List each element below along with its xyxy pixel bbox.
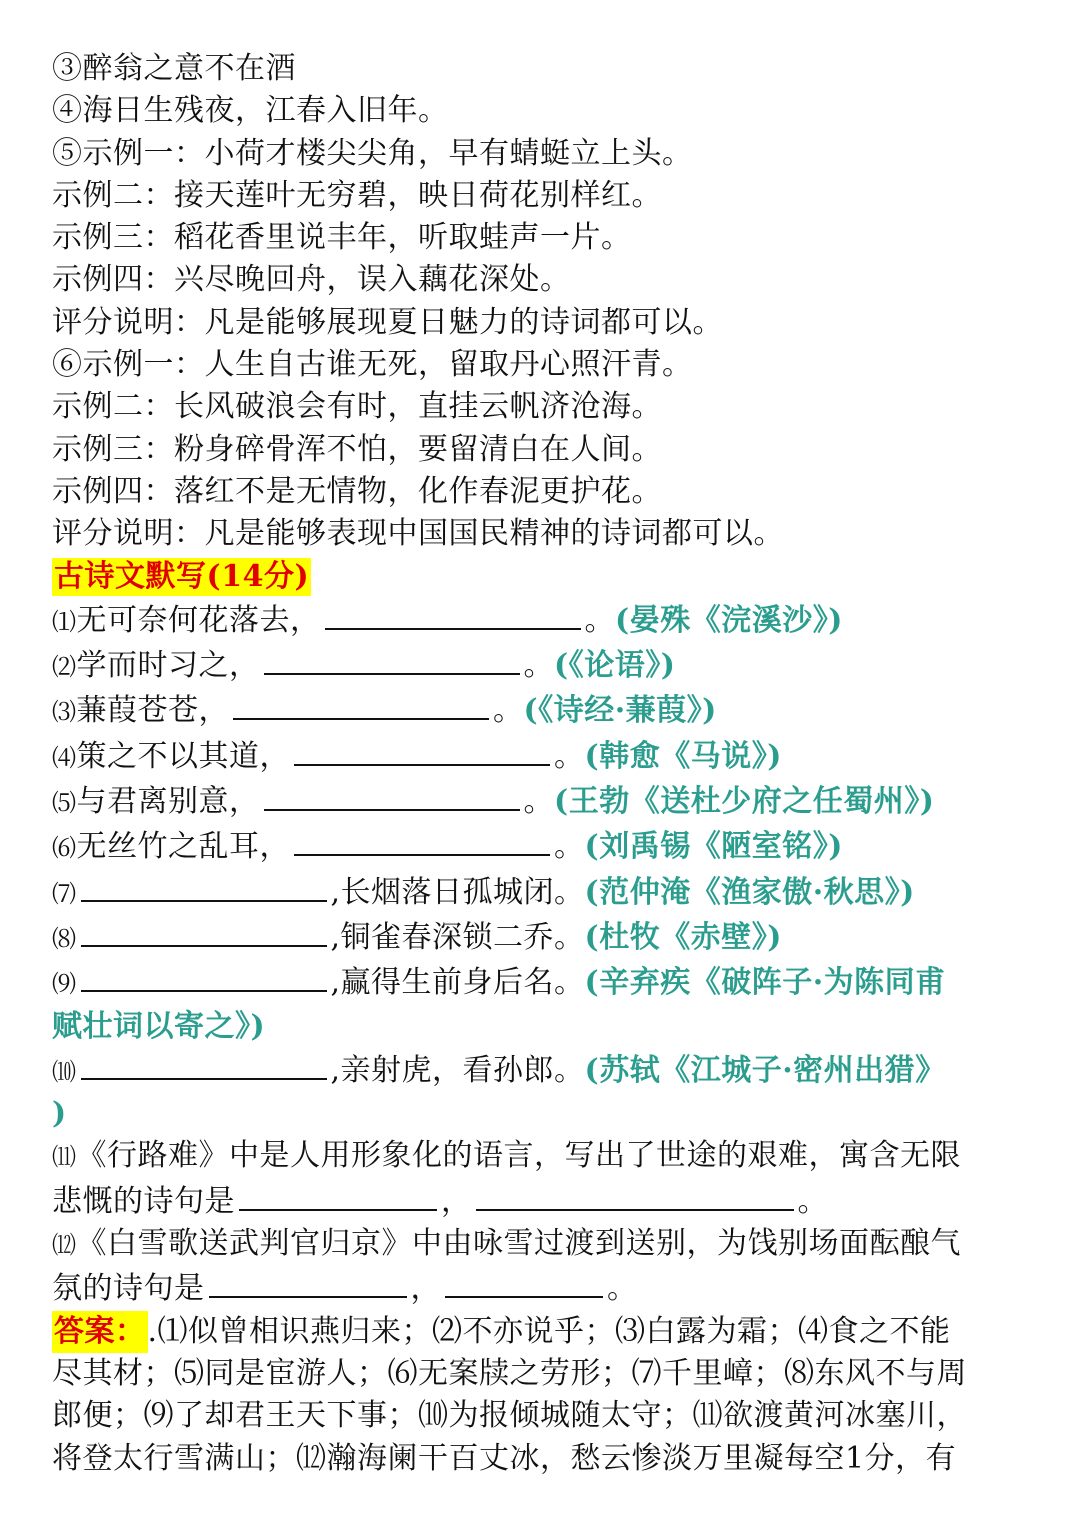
question-text: ,赢得生前身后名。	[330, 965, 585, 1001]
text-line: ⑥示例一：人生自古谁无死，留取丹心照汗青。	[52, 347, 693, 383]
answer-blank[interactable]	[445, 1266, 603, 1298]
question-6	[52, 824, 1028, 869]
source-citation: (辛弃疾《破阵子·为陈同甫	[584, 965, 946, 1001]
question-7	[52, 870, 1028, 915]
question-text: 蒹葭苍苍，	[76, 693, 229, 729]
question-10-continued	[52, 1093, 1028, 1135]
question-text: 悲慨的诗句是	[52, 1183, 235, 1219]
question-number: ⑼	[52, 970, 77, 999]
question-text: 无可奈何花落去，	[76, 602, 321, 638]
answer-blank[interactable]	[239, 1179, 437, 1211]
question-text: 《行路难》中是人用形象化的语言，写出了世途的艰难，寓含无限	[76, 1138, 961, 1174]
question-number: ⑸	[52, 789, 77, 818]
source-citation: (韩愈《马说》)	[584, 738, 782, 774]
question-8	[52, 915, 1028, 960]
question-10	[52, 1048, 1028, 1093]
question-text: 策之不以其道，	[76, 738, 290, 774]
question-text: 无丝竹之乱耳，	[76, 829, 290, 865]
question-number: ⑹	[52, 834, 77, 863]
question-number: ⑷	[52, 743, 77, 772]
text-line: ③醉翁之意不在酒	[52, 51, 296, 86]
section-heading-row	[52, 556, 1028, 598]
question-text: 与君离别意，	[76, 784, 260, 820]
answer-blank[interactable]	[264, 643, 520, 675]
answer-blank[interactable]	[294, 734, 550, 766]
source-citation: (王勃《送杜少府之任蜀州》)	[554, 784, 935, 820]
question-text: ,铜雀春深锁二乔。	[330, 919, 585, 955]
question-number: ⑻	[52, 924, 77, 953]
source-citation: )	[52, 1096, 67, 1132]
question-1	[52, 598, 1028, 643]
question-3	[52, 688, 1028, 733]
question-9-continued	[52, 1006, 1028, 1048]
text-line: 评分说明：凡是能够展现夏日魅力的诗词都可以。	[52, 304, 723, 340]
answer-text: .⑴似曾相识燕归来；⑵不亦说乎；⑶白露为霜；⑷食之不能	[147, 1313, 951, 1349]
text-line: 示例四：落红不是无情物，化作春泥更护花。	[52, 473, 662, 509]
text-line: 示例三：粉身碎骨浑不怕，要留清白在人间。	[52, 431, 662, 467]
source-citation: (晏殊《浣溪沙》)	[615, 602, 843, 638]
question-end: 。	[607, 1271, 638, 1307]
question-end: 。	[797, 1183, 828, 1219]
question-text: ,亲射虎，看孙郎。	[330, 1052, 585, 1088]
answer-blank[interactable]	[233, 688, 489, 720]
answer-blank[interactable]	[294, 824, 550, 856]
question-text: 学而时习之，	[76, 648, 260, 684]
question-4	[52, 734, 1028, 779]
text-line: ④海日生残夜，江春入旧年。	[52, 93, 449, 129]
text-line: 评分说明：凡是能够表现中国国民精神的诗词都可以。	[52, 516, 784, 552]
source-citation: (《诗经·蒹葭》)	[523, 693, 717, 729]
answer-line-4: 将登太行雪满山；⑿瀚海阑干百丈冰，愁云惨淡万里凝每空1分，有	[52, 1440, 957, 1476]
question-end: 。	[523, 784, 554, 820]
text-line: ⑤示例一：小荷才楼尖尖角，早有蜻蜓立上头。	[52, 135, 693, 171]
question-text: 《白雪歌送武判官归京》中由咏雪过渡到送别，为饯别场面酝酿气	[76, 1226, 961, 1262]
answer-blank[interactable]	[81, 870, 327, 902]
question-text: 氛的诗句是	[52, 1271, 205, 1307]
question-11	[52, 1135, 1028, 1178]
source-citation: 赋壮词以寄之》)	[52, 1008, 266, 1044]
question-2	[52, 643, 1028, 688]
question-number: ⑽	[52, 1057, 77, 1086]
question-end: 。	[554, 829, 585, 865]
text-line: 示例三：稻花香里说丰年，听取蛙声一片。	[52, 220, 632, 256]
question-end: 。	[554, 738, 585, 774]
source-citation: (苏轼《江城子·密州出猎》	[584, 1052, 946, 1088]
question-9	[52, 960, 1028, 1005]
answer-label: 答案：	[52, 1311, 148, 1353]
question-number: ⑾	[52, 1143, 77, 1172]
answer-blank[interactable]	[81, 1048, 327, 1080]
source-citation: (杜牧《赤壁》)	[584, 919, 782, 955]
answer-blank[interactable]	[264, 779, 520, 811]
source-citation: (《论语》)	[554, 648, 676, 684]
question-text: ,长烟落日孤城闭。	[330, 874, 585, 910]
question-separator: ，	[410, 1271, 441, 1307]
answer-line-2: 尽其材；⑸同是宦游人；⑹无案牍之劳形；⑺千里嶂；⑻东风不与周	[52, 1355, 967, 1391]
text-line: 示例四：兴尽晚回舟，误入藕花深处。	[52, 262, 571, 298]
question-5	[52, 779, 1028, 824]
question-end: 。	[493, 693, 524, 729]
question-number: ⑵	[52, 653, 77, 682]
question-12	[52, 1223, 1028, 1266]
answer-blank[interactable]	[476, 1179, 794, 1211]
answer-blank[interactable]	[325, 598, 581, 630]
answer-line-1	[52, 1311, 1028, 1353]
answer-blank[interactable]	[81, 915, 327, 947]
answer-blank[interactable]	[81, 960, 327, 992]
question-number: ⑶	[52, 698, 77, 727]
question-separator: ，	[441, 1183, 472, 1219]
text-line: 示例二：接天莲叶无穷碧，映日荷花别样红。	[52, 177, 662, 213]
question-11-continued	[52, 1179, 1028, 1223]
question-end: 。	[584, 602, 615, 638]
source-citation: (范仲淹《渔家傲·秋思》)	[584, 874, 915, 910]
section-heading: 古诗文默写(14分)	[54, 558, 310, 594]
source-citation: (刘禹锡《陋室铭》)	[584, 829, 843, 865]
answer-blank[interactable]	[209, 1266, 407, 1298]
text-line: 示例二：长风破浪会有时，直挂云帆济沧海。	[52, 389, 662, 425]
question-12-continued	[52, 1266, 1028, 1310]
question-number: ⑺	[52, 879, 77, 908]
question-number: ⑴	[52, 607, 77, 636]
question-end: 。	[523, 648, 554, 684]
answer-line-3: 郎便；⑼了却君王天下事；⑽为报倾城随太守；⑾欲渡黄河冰塞川，	[52, 1398, 967, 1434]
question-number: ⑿	[52, 1231, 77, 1260]
